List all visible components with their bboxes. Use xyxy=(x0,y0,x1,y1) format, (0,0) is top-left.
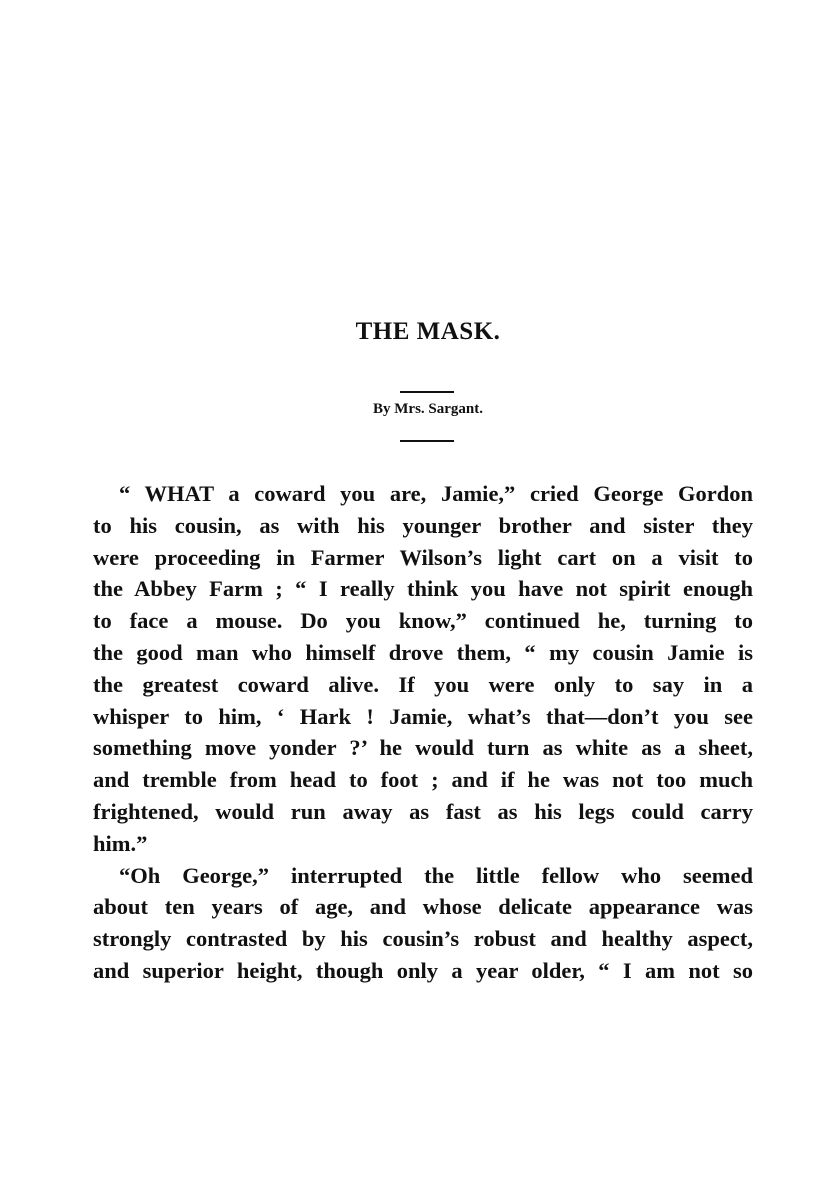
text-line: about ten years of age, and whose delicate appearance was xyxy=(93,894,753,920)
title-rule-top xyxy=(400,391,454,393)
author-byline: By Mrs. Sargant. xyxy=(373,401,483,417)
text-line: to face a mouse. Do you know,” continued he, turning to xyxy=(93,608,753,634)
chapter-title: THE MASK. xyxy=(355,318,501,345)
text-line: him.” xyxy=(93,830,148,856)
text-line: were proceeding in Farmer Wilson’s light cart on a visit to xyxy=(93,544,753,570)
body-text xyxy=(93,478,753,987)
text-line: the greatest coward alive. If you were only to say in a xyxy=(93,671,753,697)
text-line: frightened, would run away as fast as his legs could carry xyxy=(93,798,753,824)
text-line: strongly contrasted by his cousin’s robust and healthy aspect, xyxy=(93,926,753,952)
text-line: something move yonder ?’ he would turn as white as a sheet, xyxy=(93,735,753,761)
text-line: “Oh George,” interrupted the little fellow who seemed xyxy=(119,862,753,888)
text-line: “ WHAT a coward you are, Jamie,” cried George Gordon xyxy=(119,481,753,506)
text-line: the Abbey Farm ; “ I really think you have not spirit enough xyxy=(93,576,753,602)
text-line: whisper to him, ‘ Hark ! Jamie, what’s that—don’t you see xyxy=(93,703,753,729)
text-line: and tremble from head to foot ; and if he was not too much xyxy=(93,767,753,793)
title-rule-bottom xyxy=(400,440,454,442)
text-line: the good man who himself drove them, “ my cousin Jamie is xyxy=(93,639,753,665)
text-line: and superior height, though only a year older, “ I am not so xyxy=(93,957,753,983)
text-line: to his cousin, as with his younger brother and sister they xyxy=(93,512,753,538)
